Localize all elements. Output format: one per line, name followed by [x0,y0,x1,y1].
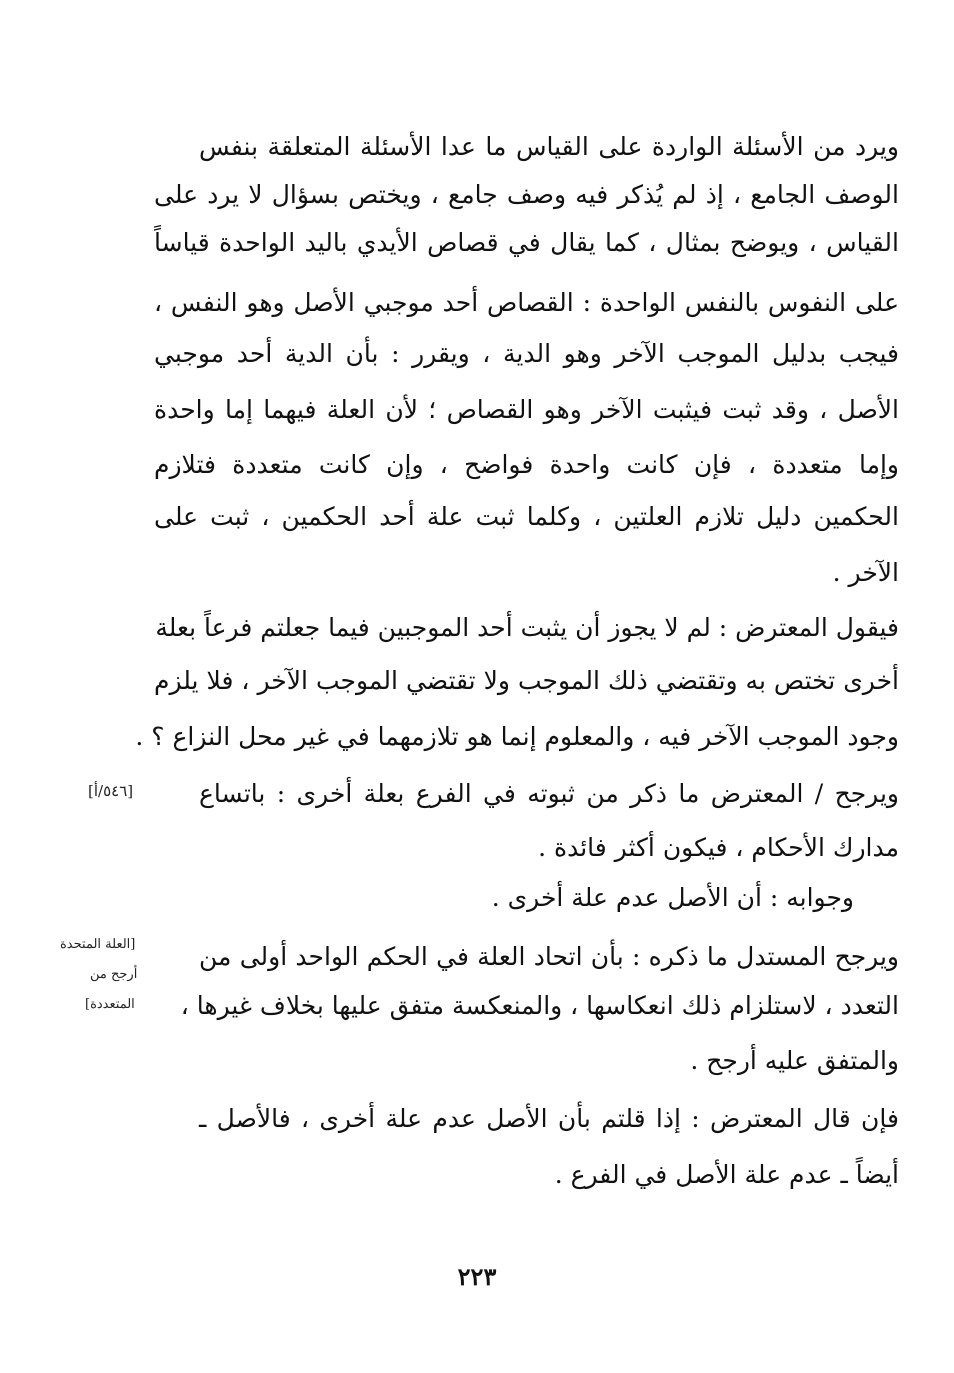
text-line: الحكمين دليل تلازم العلتين ، وكلما ثبت علة أحد الحكمين ، ثبت على [154,502,899,531]
text-line: وجوابه : أن الأصل عدم علة أخرى . [491,883,854,912]
margin-gloss: [العلة المتحدة [60,937,136,952]
text-line: أيضاً ـ عدم علة الأصل في الفرع . [554,1160,899,1189]
text-line: على النفوس بالنفس الواحدة : القصاص أحد موجبي الأصل وهو النفس ، [154,288,899,317]
margin-gloss: أرجح من [90,967,138,982]
text-line: القياس ، ويوضح بمثال ، كما يقال في قصاص الأيدي باليد الواحدة قياساً [154,228,899,257]
text-line: فيجب بدليل الموجب الآخر وهو الدية ، ويقرر : بأن الدية أحد موجبي [154,339,899,368]
text-line: ويرجح / المعترض ما ذكر من ثبوته في الفرع بعلة أخرى : باتساع [199,779,899,808]
text-line: الوصف الجامع ، إذ لم يُذكر فيه وصف جامع ، ويختص بسؤال لا يرد على [154,180,899,209]
page-number: ٢٢٣ [457,1262,497,1291]
text-line: وإما متعددة ، فإن كانت واحدة فواضح ، وإن كانت متعددة فتلازم [154,450,899,479]
text-line: فيقول المعترض : لم لا يجوز أن يثبت أحد الموجبين فيما جعلتم فرعاً بعلة [155,613,899,642]
text-line: ويرجح المستدل ما ذكره : بأن اتحاد العلة في الحكم الواحد أولى من [199,942,899,971]
text-line: ويرد من الأسئلة الواردة على القياس ما عدا الأسئلة المتعلقة بنفس [199,132,899,161]
text-line: وجود الموجب الآخر فيه ، والمعلوم إنما هو تلازمهما في غير محل النزاع ؟ . [135,722,899,751]
margin-gloss: المتعددة] [85,997,135,1012]
text-line: والمتفق عليه أرجح . [690,1046,899,1075]
folio-marker: [٥٤٦/أ] [88,782,134,800]
text-line: الآخر . [832,558,899,587]
text-line: فإن قال المعترض : إذا قلتم بأن الأصل عدم علة أخرى ، فالأصل ـ [199,1104,899,1133]
text-line: الأصل ، وقد ثبت فيثبت الآخر وهو القصاص ؛ لأن العلة فيهما إما واحدة [154,395,899,424]
text-line: التعدد ، لاستلزام ذلك انعكاسها ، والمنعكسة متفق عليها بخلاف غيرها ، [180,991,899,1020]
text-line: أخرى تختص به وتقتضي ذلك الموجب ولا تقتضي الموجب الآخر ، فلا يلزم [154,666,899,695]
text-line: مدارك الأحكام ، فيكون أكثر فائدة . [538,833,899,862]
